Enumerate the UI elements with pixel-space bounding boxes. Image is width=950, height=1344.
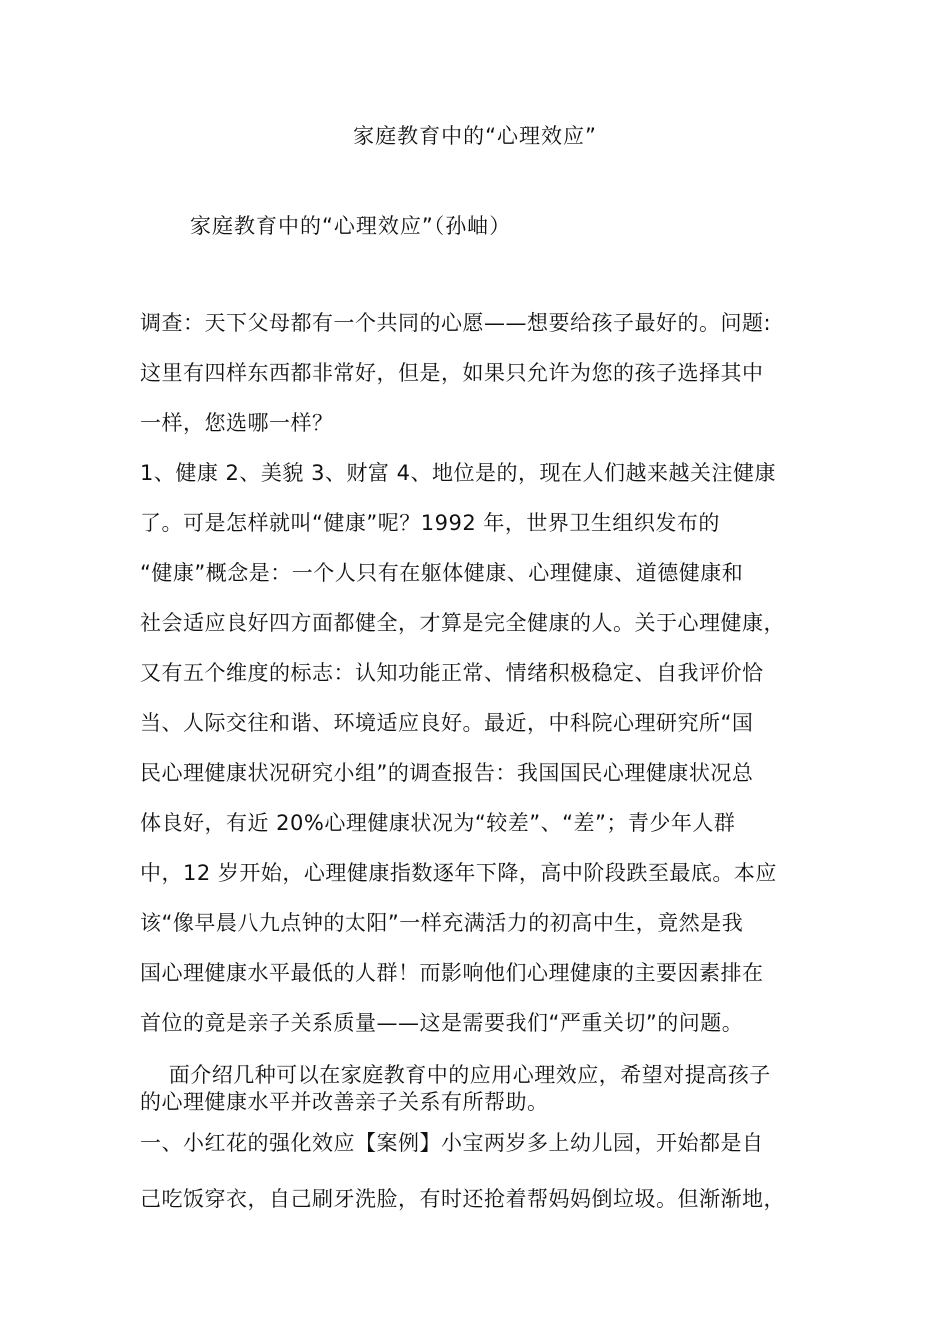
document-subtitle: 家庭教育中的“心理效应”（孙岫） — [190, 214, 512, 238]
text-line: 国心理健康水平最低的人群！而影响他们心理健康的主要因素排在 — [140, 961, 764, 985]
text-line: 的心理健康水平并改善亲子关系有所帮助。 — [140, 1090, 549, 1114]
text-line: 体良好，有近 20%心理健康状况为“较差”、“差”；青少年人群 — [140, 811, 736, 835]
text-line: 一样，您选哪一样？ — [140, 411, 334, 435]
text-line: “健康”概念是：一个人只有在躯体健康、心理健康、道德健康和 — [140, 561, 744, 585]
section-paragraph — [140, 1126, 810, 1238]
text-line: 社会适应良好四方面都健全，才算是完全健康的人。关于心理健康， — [140, 611, 785, 635]
text-line: 己吃饭穿衣，自己刷牙洗脸，有时还抢着帮妈妈倒垃圾。但渐渐地， — [140, 1187, 785, 1211]
text-line: 1、健康 2、美貌 3、财富 4、地位是的，现在人们越来越关注健康 — [140, 461, 776, 485]
text-line: 又有五个维度的标志：认知功能正常、情绪积极稳定、自我评价恰 — [140, 661, 764, 685]
text-line: 该“像早晨八九点钟的太阳”一样充满活力的初高中生，竟然是我 — [140, 911, 744, 935]
text-line: 首位的竟是亲子关系质量——这是需要我们“严重关切”的问题。 — [140, 1011, 744, 1035]
document-title: 家庭教育中的“心理效应” — [353, 124, 597, 148]
text-line: 中，12 岁开始，心理健康指数逐年下降，高中阶段跌至最底。本应 — [140, 861, 777, 885]
text-line: 了。可是怎样就叫“健康”呢？1992 年，世界卫生组织发布的 — [140, 511, 720, 535]
intro-paragraph — [140, 1062, 810, 1116]
survey-paragraph — [140, 306, 810, 456]
text-line: 调查：天下父母都有一个共同的心愿——想要给孩子最好的。问题: — [140, 311, 772, 335]
text-line: 这里有四样东西都非常好，但是，如果只允许为您的孩子选择其中 — [140, 361, 764, 385]
main-paragraph — [140, 456, 810, 1056]
text-line: 面介绍几种可以在家庭教育中的应用心理效应，希望对提高孩子 — [140, 1063, 771, 1087]
section-heading-line: 一、小红花的强化效应【案例】小宝两岁多上幼儿园，开始都是自 — [140, 1131, 764, 1155]
text-line: 当、人际交往和谐、环境适应良好。最近，中科院心理研究所“国 — [140, 711, 754, 735]
text-line: 民心理健康状况研究小组”的调查报告：我国国民心理健康状况总 — [140, 761, 754, 785]
